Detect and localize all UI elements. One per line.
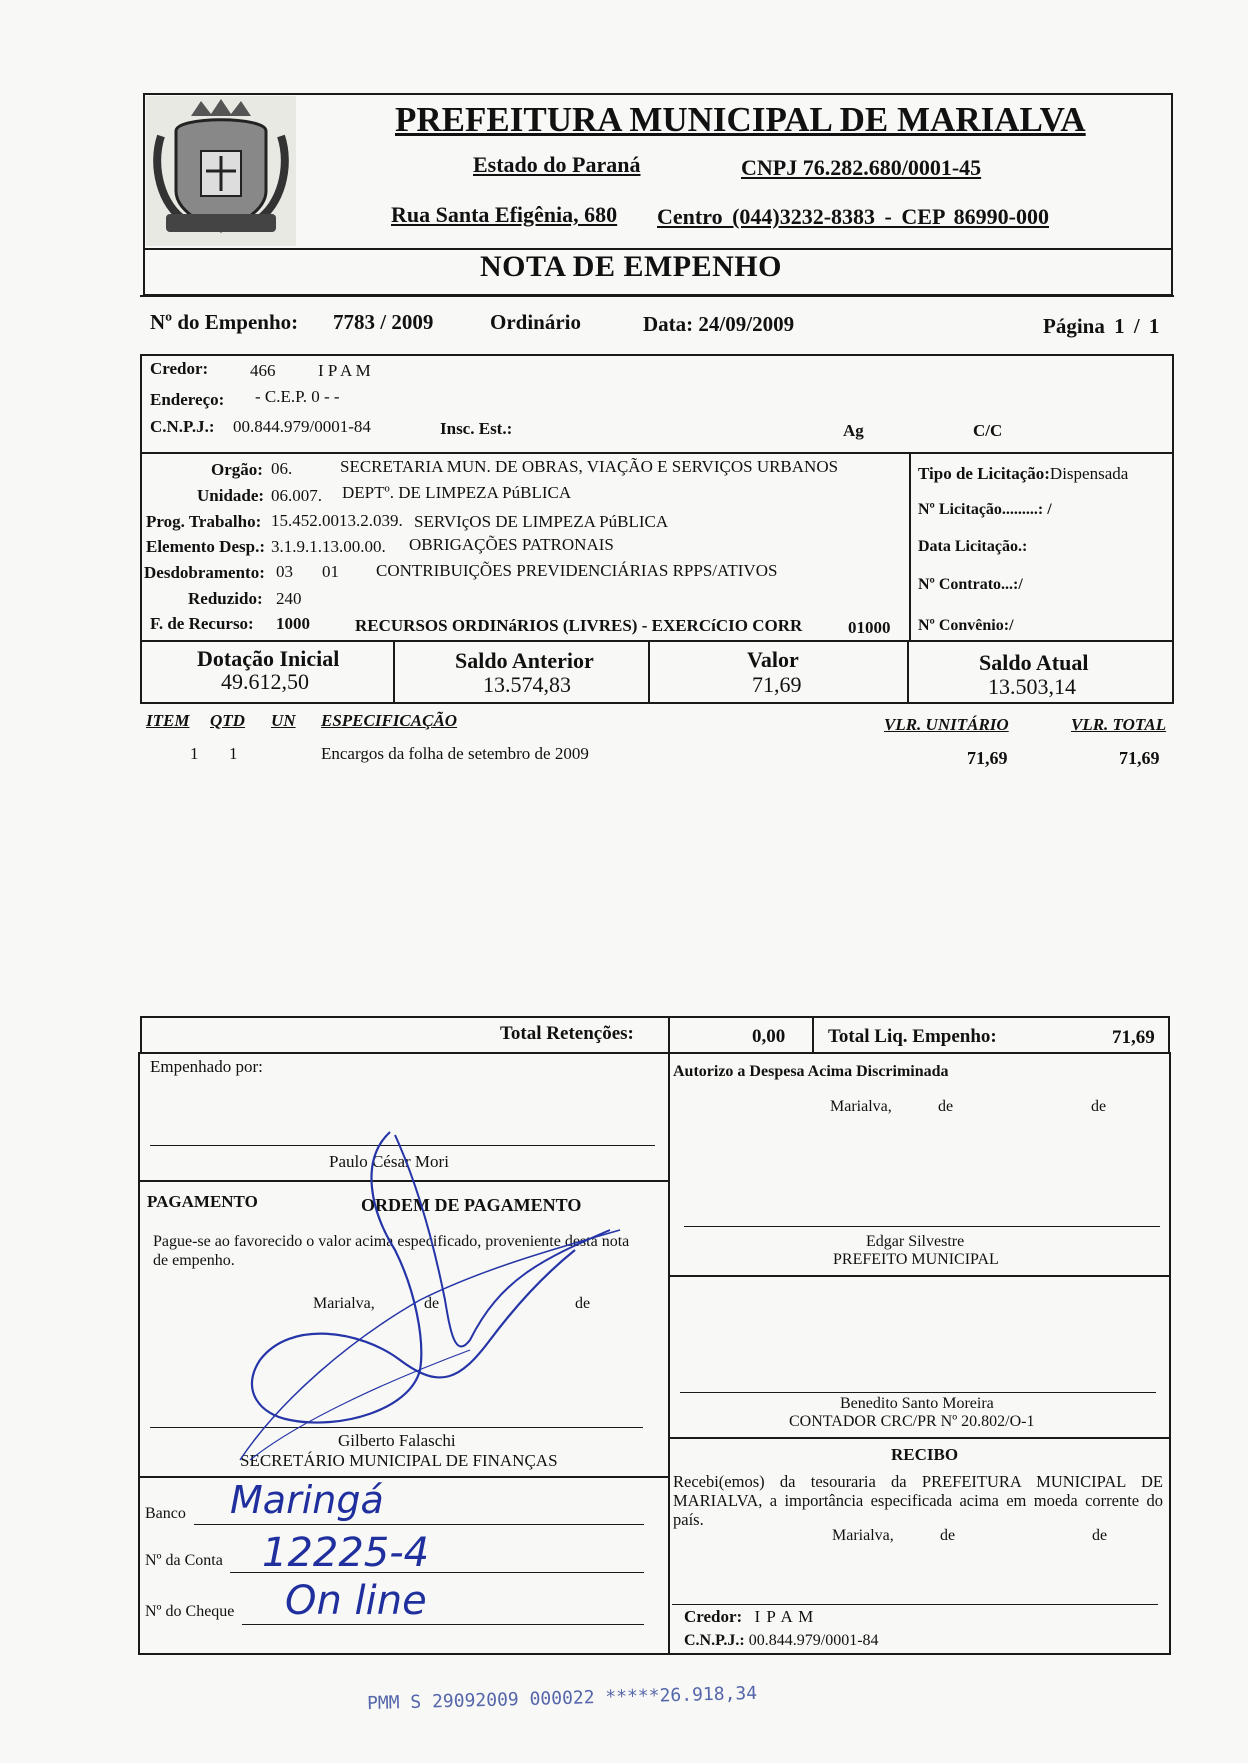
reduzido-label: Reduzido: — [188, 589, 263, 608]
prefeito-signature-line — [684, 1226, 1160, 1227]
autorizo-de-2: de — [1091, 1098, 1107, 1115]
dotacao-label: Dotação Inicial — [197, 646, 340, 671]
totals-box — [140, 1016, 1170, 1054]
empenhado-por-label: Empenhado por: — [150, 1057, 263, 1076]
col-header-vlr-unitario: VLR. UNITÁRIO — [884, 715, 1009, 734]
ordem-de-2: de — [575, 1295, 591, 1312]
data-licitacao: Data Licitação.: — [918, 538, 1028, 555]
divider — [907, 640, 909, 704]
signature-scribbles — [220, 1130, 640, 1470]
credor-code: 466 — [250, 361, 276, 380]
orgao-name: SECRETARIA MUN. DE OBRAS, VIAÇÃO E SERVIÇOS URBANOS — [340, 457, 839, 476]
fonte-recurso-code: 1000 — [276, 614, 310, 633]
elemento-name: OBRIGAÇÕES PATRONAIS — [409, 535, 614, 554]
section-divider — [668, 1052, 670, 1655]
page-title: PREFEITURA MUNICIPAL DE MARIALVA — [395, 100, 1086, 139]
recibo-signature-line — [672, 1604, 1158, 1605]
divider — [668, 1275, 1171, 1277]
valor-value: 71,69 — [752, 672, 802, 697]
empenho-type: Ordinário — [490, 310, 582, 334]
prog-trabalho-name: SERVIçOS DE LIMPEZA PúBLICA — [414, 512, 669, 531]
reduzido-value: 240 — [276, 589, 302, 608]
recibo-text: Recebi(emos) da tesouraria da PREFEITURA MUNICIPAL DE MARIALVA, a importância especificada acima em moeda corrente do país. — [673, 1472, 1163, 1529]
empenho-number-label: Nº do Empenho: — [150, 310, 299, 334]
orgao-label: Orgão: — [211, 460, 263, 479]
total-retencoes-value: 0,00 — [752, 1026, 786, 1047]
conta-value: 12225-4 — [262, 1530, 430, 1576]
autorizo-de-1: de — [938, 1098, 954, 1115]
autorizo-marialva: Marialva, — [830, 1098, 892, 1115]
recibo-cnpj-label: C.N.P.J.: — [684, 1632, 745, 1649]
ordem-marialva: Marialva, — [313, 1295, 375, 1312]
recibo-de-1: de — [940, 1527, 956, 1544]
item-number: 1 — [190, 744, 199, 763]
banco-value: Maringá — [230, 1478, 384, 1522]
desdobramento-label: Desdobramento: — [144, 563, 265, 582]
cnpj-label: C.N.P.J.: — [150, 417, 215, 436]
empenho-number: 7783 / 2009 — [333, 310, 434, 334]
item-qtd: 1 — [229, 744, 238, 763]
recibo-label: RECIBO — [891, 1445, 959, 1464]
cheque-line — [242, 1624, 644, 1625]
divider — [648, 640, 650, 704]
fonte-recurso-name: RECURSOS ORDINáRIOS (LIVRES) - EXERCíCIO CORR — [355, 616, 803, 635]
pagamento-label: PAGAMENTO — [147, 1192, 258, 1211]
recibo-marialva: Marialva, — [832, 1527, 894, 1544]
cheque-value: On line — [285, 1578, 427, 1624]
col-header-qtd: QTD — [210, 711, 245, 730]
tipo-licitacao — [918, 464, 1128, 484]
banco-line — [194, 1524, 644, 1525]
contador-signature-line — [680, 1392, 1156, 1393]
desdobramento-code-2: 01 — [322, 562, 339, 581]
recibo-credor-name: I P A M — [754, 1607, 815, 1626]
col-header-un: UN — [271, 711, 296, 730]
saldo-atual-label: Saldo Atual — [979, 650, 1089, 675]
address-label: Rua Santa Efigênia, 680 — [391, 202, 618, 227]
divider — [140, 295, 1174, 297]
recibo-cnpj — [684, 1632, 879, 1650]
secretario-title: SECRETÁRIO MUNICIPAL DE FINANÇAS — [240, 1451, 558, 1470]
endereco-value: - C.E.P. 0 - - — [255, 387, 340, 406]
divider — [668, 1016, 670, 1054]
orgao-code: 06. — [271, 459, 293, 478]
prefeito-title: PREFEITO MUNICIPAL — [833, 1251, 999, 1268]
fonte-recurso-label: F. de Recurso: — [150, 614, 254, 633]
tipo-licitacao-value: Dispensada — [1049, 464, 1129, 483]
col-header-especificacao: ESPECIFICAÇÃO — [321, 711, 458, 730]
recibo-credor-label: Credor: — [684, 1607, 743, 1626]
elemento-label: Elemento Desp.: — [146, 537, 265, 556]
cheque-label: Nº do Cheque — [145, 1603, 235, 1620]
numero-convenio: Nº Convênio:/ — [918, 617, 1014, 634]
desdobramento-name: CONTRIBUIÇÕES PREVIDENCIÁRIAS RPPS/ATIVOS — [376, 561, 778, 580]
unidade-label: Unidade: — [197, 486, 265, 505]
contador-title: CONTADOR CRC/PR Nº 20.802/O-1 — [789, 1413, 1035, 1430]
divider — [138, 1476, 668, 1478]
contador-name: Benedito Santo Moreira — [840, 1395, 994, 1412]
recibo-cnpj-value: 00.844.979/0001-84 — [748, 1632, 879, 1649]
validation-stamp: PMM S 29092009 000022 *****26.918,34 — [366, 1682, 758, 1715]
coat-of-arms-logo — [146, 96, 296, 246]
divider — [812, 1016, 814, 1054]
autorizo-label: Autorizo a Despesa Acima Discriminada — [673, 1063, 949, 1080]
item-vlr-total: 71,69 — [1119, 748, 1160, 768]
dotacao-value: 49.612,50 — [221, 669, 309, 694]
endereco-label: Endereço: — [150, 390, 225, 409]
total-liquido-label: Total Liq. Empenho: — [828, 1026, 997, 1047]
empenhado-name: Paulo César Mori — [329, 1152, 449, 1171]
total-retencoes-label: Total Retenções: — [500, 1023, 634, 1044]
divider — [393, 640, 395, 704]
elemento-code: 3.1.9.1.13.00.00. — [271, 537, 386, 556]
credor-label: Credor: — [150, 359, 209, 378]
cnpj-label: CNPJ 76.282.680/0001-45 — [741, 155, 982, 180]
col-header-item: ITEM — [146, 711, 190, 730]
state-label: Estado do Paraná — [473, 152, 641, 177]
numero-contrato: Nº Contrato...:/ — [918, 576, 1023, 593]
desdobramento-code-1: 03 — [276, 562, 293, 581]
document-title: NOTA DE EMPENHO — [480, 250, 782, 283]
saldo-atual-value: 13.503,14 — [988, 674, 1076, 699]
conta-corrente-label: C/C — [973, 421, 1003, 440]
contact-label: Centro (044)3232-8383 - CEP 86990-000 — [657, 204, 1049, 229]
saldo-anterior-label: Saldo Anterior — [455, 648, 594, 673]
ordem-pagamento-label: ORDEM DE PAGAMENTO — [361, 1195, 582, 1215]
credor-cnpj: 00.844.979/0001-84 — [233, 417, 371, 436]
pague-se-text: Pague-se ao favorecido o valor acima especificado, proveniente desta nota de empenho. — [153, 1233, 630, 1269]
credor-name: I P A M — [318, 361, 371, 380]
item-especificacao: Encargos da folha de setembro de 2009 — [321, 744, 589, 763]
banco-label: Banco — [145, 1505, 186, 1522]
valor-label: Valor — [747, 647, 799, 672]
col-header-vlr-total: VLR. TOTAL — [1071, 715, 1167, 734]
classification-divider — [909, 452, 911, 642]
recibo-credor — [684, 1607, 814, 1627]
secretario-name: Gilberto Falaschi — [338, 1431, 456, 1450]
saldo-anterior-value: 13.574,83 — [483, 672, 571, 697]
ordem-de-1: de — [424, 1295, 440, 1312]
empenho-date: Data: 24/09/2009 — [643, 312, 795, 336]
fonte-recurso-number: 01000 — [848, 618, 891, 637]
numero-licitacao: Nº Licitação.........: / — [918, 501, 1052, 518]
item-vlr-unitario: 71,69 — [967, 748, 1008, 768]
prog-trabalho-label: Prog. Trabalho: — [146, 512, 262, 531]
conta-label: Nº da Conta — [145, 1552, 223, 1569]
tipo-licitacao-label: Tipo de Licitação: — [918, 464, 1050, 483]
prefeito-name: Edgar Silvestre — [866, 1233, 965, 1250]
agencia-label: Ag — [843, 421, 864, 440]
insc-est-label: Insc. Est.: — [440, 419, 513, 438]
total-liquido-value: 71,69 — [1112, 1027, 1155, 1048]
unidade-name: DEPTº. DE LIMPEZA PúBLICA — [342, 483, 572, 502]
recibo-de-2: de — [1092, 1527, 1108, 1544]
unidade-code: 06.007. — [271, 486, 322, 505]
divider — [668, 1437, 1171, 1439]
prog-trabalho-code: 15.452.0013.2.039. — [271, 511, 403, 530]
page-number: Página 1 / 1 — [1043, 314, 1160, 338]
